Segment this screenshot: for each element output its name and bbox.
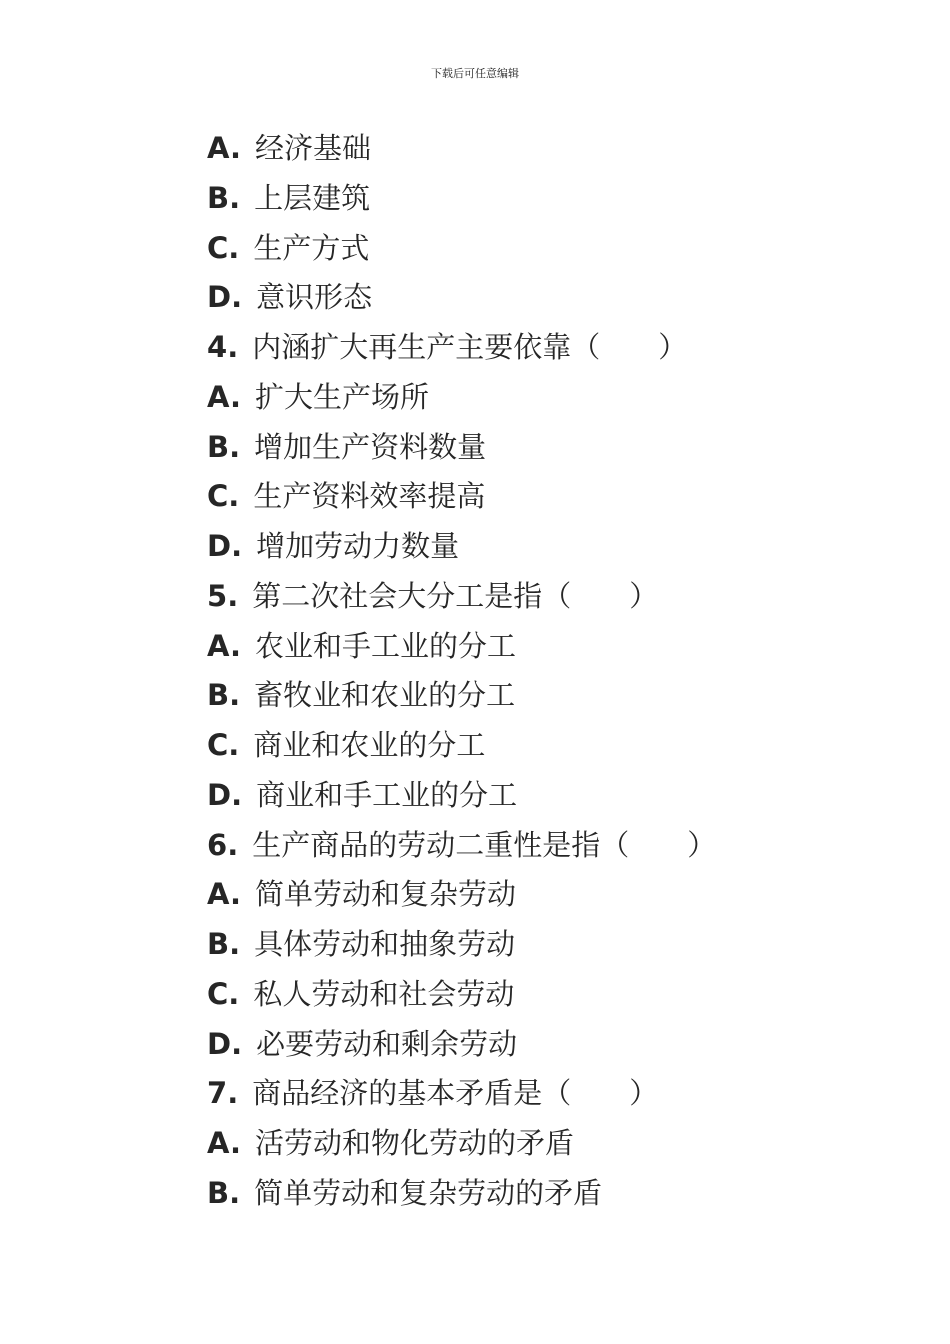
label-separator: . — [229, 379, 242, 414]
option-line — [207, 721, 907, 771]
option-label: A — [207, 131, 230, 165]
question-text: 生产商品的劳动二重性是指（ ） — [252, 827, 717, 862]
question-line — [207, 323, 907, 373]
option-label: A — [207, 877, 230, 912]
option-label: D — [207, 777, 232, 812]
question-line — [207, 821, 907, 871]
label-separator: . — [231, 280, 243, 315]
option-label: A — [207, 1126, 230, 1160]
option-line — [207, 870, 907, 920]
option-label: D — [207, 280, 232, 315]
question-number: 4 — [207, 330, 228, 364]
option-label: A — [207, 379, 230, 414]
label-separator: . — [229, 628, 242, 663]
option-line — [207, 423, 907, 473]
option-label: B — [207, 180, 230, 215]
option-label: C — [207, 976, 229, 1011]
option-line — [207, 1020, 907, 1070]
option-label: B — [207, 678, 230, 713]
option-label: A — [207, 628, 230, 663]
option-text: 经济基础 — [255, 131, 372, 165]
label-separator: . — [229, 180, 241, 215]
label-separator: . — [229, 877, 242, 912]
option-line — [207, 1169, 907, 1219]
question-line — [207, 1069, 907, 1119]
option-label: C — [207, 728, 229, 762]
option-line — [207, 124, 907, 174]
label-separator: . — [227, 1076, 239, 1111]
option-line — [207, 920, 907, 970]
label-separator: . — [229, 1175, 241, 1210]
option-text: 商业和农业的分工 — [253, 728, 486, 762]
option-text: 商业和手工业的分工 — [256, 777, 518, 812]
label-separator: . — [227, 330, 239, 364]
option-label: D — [207, 1026, 232, 1061]
label-separator: . — [229, 927, 241, 961]
option-text: 意识形态 — [256, 280, 373, 315]
question-line — [207, 572, 907, 622]
label-separator: . — [231, 777, 243, 812]
option-text: 上层建筑 — [254, 180, 371, 215]
option-label: B — [207, 429, 230, 464]
option-line — [207, 1119, 907, 1169]
question-text: 商品经济的基本矛盾是（ ） — [252, 1076, 659, 1111]
label-separator: . — [227, 827, 239, 862]
page-header: 下载后可任意编辑 — [431, 67, 519, 80]
option-text: 增加劳动力数量 — [256, 529, 460, 563]
option-line — [207, 522, 907, 572]
option-label: D — [207, 529, 232, 563]
option-text: 畜牧业和农业的分工 — [254, 678, 516, 713]
option-label: B — [207, 927, 230, 961]
option-text: 农业和手工业的分工 — [255, 628, 517, 663]
label-separator: . — [231, 529, 243, 563]
option-text: 生产方式 — [253, 230, 370, 265]
option-text: 扩大生产场所 — [255, 379, 430, 414]
option-text: 简单劳动和复杂劳动的矛盾 — [254, 1175, 603, 1210]
option-label: C — [207, 230, 229, 265]
question-number: 6 — [207, 827, 228, 862]
label-separator: . — [229, 678, 241, 713]
option-text: 生产资料效率提高 — [253, 479, 486, 514]
label-separator: . — [228, 728, 240, 762]
label-separator: . — [229, 429, 241, 464]
label-separator: . — [227, 578, 239, 613]
option-line — [207, 771, 907, 821]
question-list — [207, 124, 907, 1219]
label-separator: . — [229, 1126, 242, 1160]
label-separator: . — [231, 1026, 243, 1061]
question-text: 第二次社会大分工是指（ ） — [252, 578, 659, 613]
option-label: C — [207, 479, 229, 514]
option-line — [207, 174, 907, 224]
label-separator: . — [228, 479, 240, 514]
option-text: 私人劳动和社会劳动 — [253, 976, 515, 1011]
option-line — [207, 622, 907, 672]
label-separator: . — [229, 131, 242, 165]
label-separator: . — [228, 230, 240, 265]
option-text: 简单劳动和复杂劳动 — [255, 877, 517, 912]
option-line — [207, 671, 907, 721]
option-label: B — [207, 1175, 230, 1210]
question-number: 5 — [207, 578, 228, 613]
option-line — [207, 224, 907, 274]
label-separator: . — [228, 976, 240, 1011]
option-text: 增加生产资料数量 — [254, 429, 487, 464]
option-line — [207, 970, 907, 1020]
option-text: 具体劳动和抽象劳动 — [254, 927, 516, 961]
option-line — [207, 273, 907, 323]
option-line — [207, 472, 907, 522]
option-text: 活劳动和物化劳动的矛盾 — [255, 1126, 575, 1160]
option-line — [207, 373, 907, 423]
question-number: 7 — [207, 1076, 228, 1111]
option-text: 必要劳动和剩余劳动 — [256, 1026, 518, 1061]
question-text: 内涵扩大再生产主要依靠（ ） — [252, 330, 688, 364]
